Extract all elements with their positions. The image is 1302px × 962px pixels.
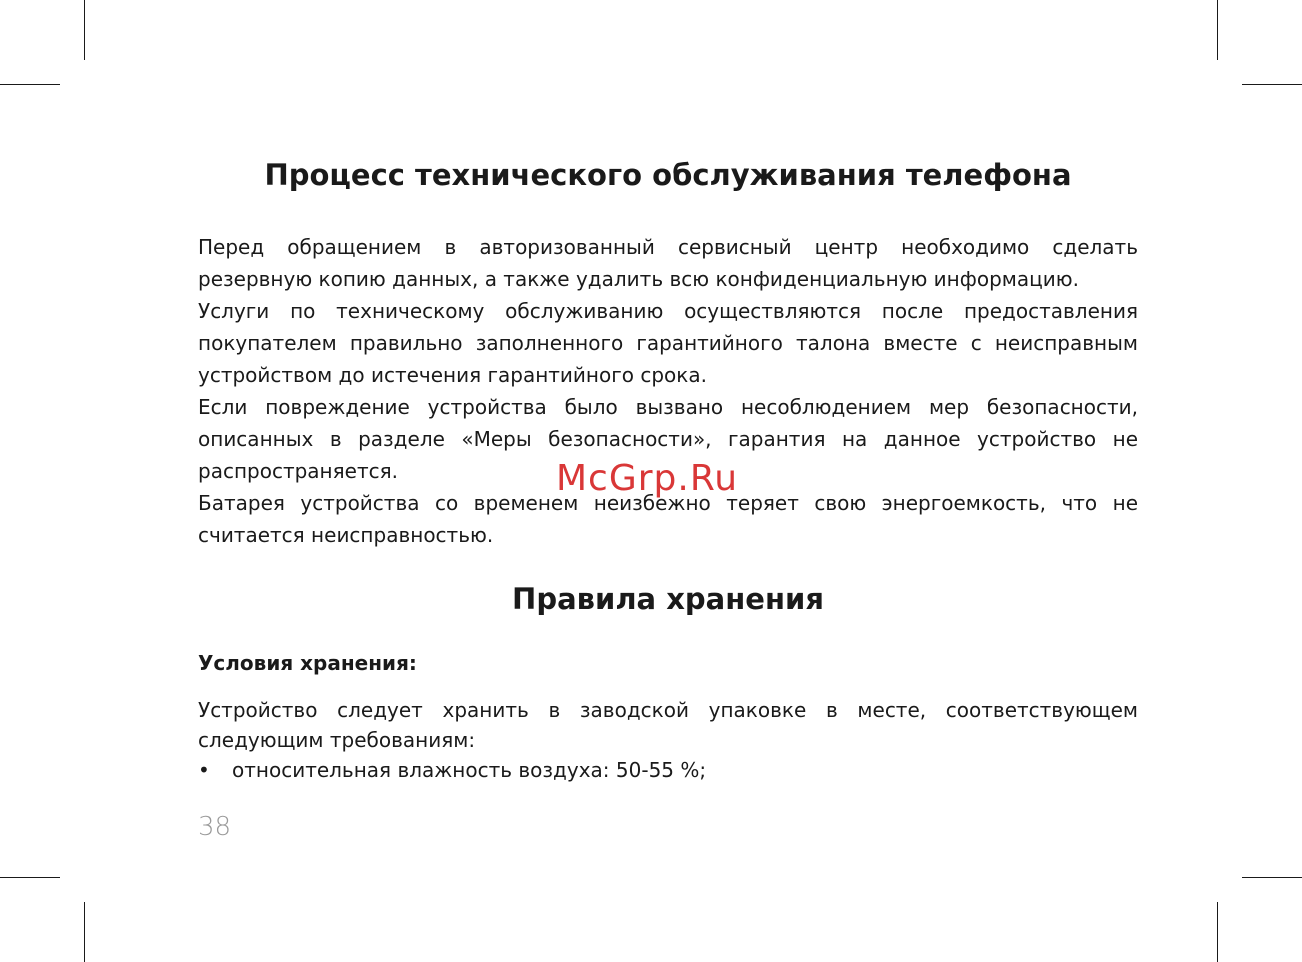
list-item-text: относительная влажность воздуха: 50-55 %;	[232, 758, 707, 782]
storage-heading: Правила хранения	[512, 582, 824, 616]
crop-mark-top-right-vertical	[1217, 0, 1218, 60]
crop-mark-top-right-horizontal	[1242, 84, 1302, 85]
bullet-icon: •	[198, 758, 210, 782]
crop-mark-bottom-left-horizontal	[0, 877, 60, 878]
list-item	[198, 755, 1138, 785]
page-number: 38	[198, 812, 232, 842]
crop-mark-bottom-right-vertical	[1217, 902, 1218, 962]
storage-conditions-subheading: Условия хранения:	[198, 651, 417, 675]
storage-paragraph: Устройство следует хранить в заводской упаковке в месте, соответствующем следующим требованиям:	[198, 698, 1138, 752]
crop-mark-bottom-right-horizontal	[1242, 877, 1302, 878]
crop-mark-top-left-horizontal	[0, 84, 60, 85]
watermark: McGrp.Ru	[556, 458, 739, 499]
crop-mark-bottom-left-vertical	[84, 902, 85, 962]
paragraph-battery: Батарея устройства со временем неизбежно теряет свою энергоемкость, что не считается неисправностью.	[198, 491, 1138, 547]
page-title: Процесс технического обслуживания телефона	[264, 158, 1072, 192]
paragraph-warranty-exclusion: Если повреждение устройства было вызвано несоблюдением мер безопасности, описанных в разделе «Меры безопасности», гарантия на данное устройство не распространяется.	[198, 395, 1138, 483]
paragraph-service-conditions: Услуги по техническому обслуживанию осуществляются после предоставления покупателем правильно заполненного гарантийного талона вместе с неисправным устройством до истечения гарантийного срока.	[198, 299, 1138, 387]
crop-mark-top-left-vertical	[84, 0, 85, 60]
paragraph-backup: Перед обращением в авторизованный сервисный центр необходимо сделать резервную копию данных, а также удалить всю конфиденциальную информацию.	[198, 235, 1138, 291]
